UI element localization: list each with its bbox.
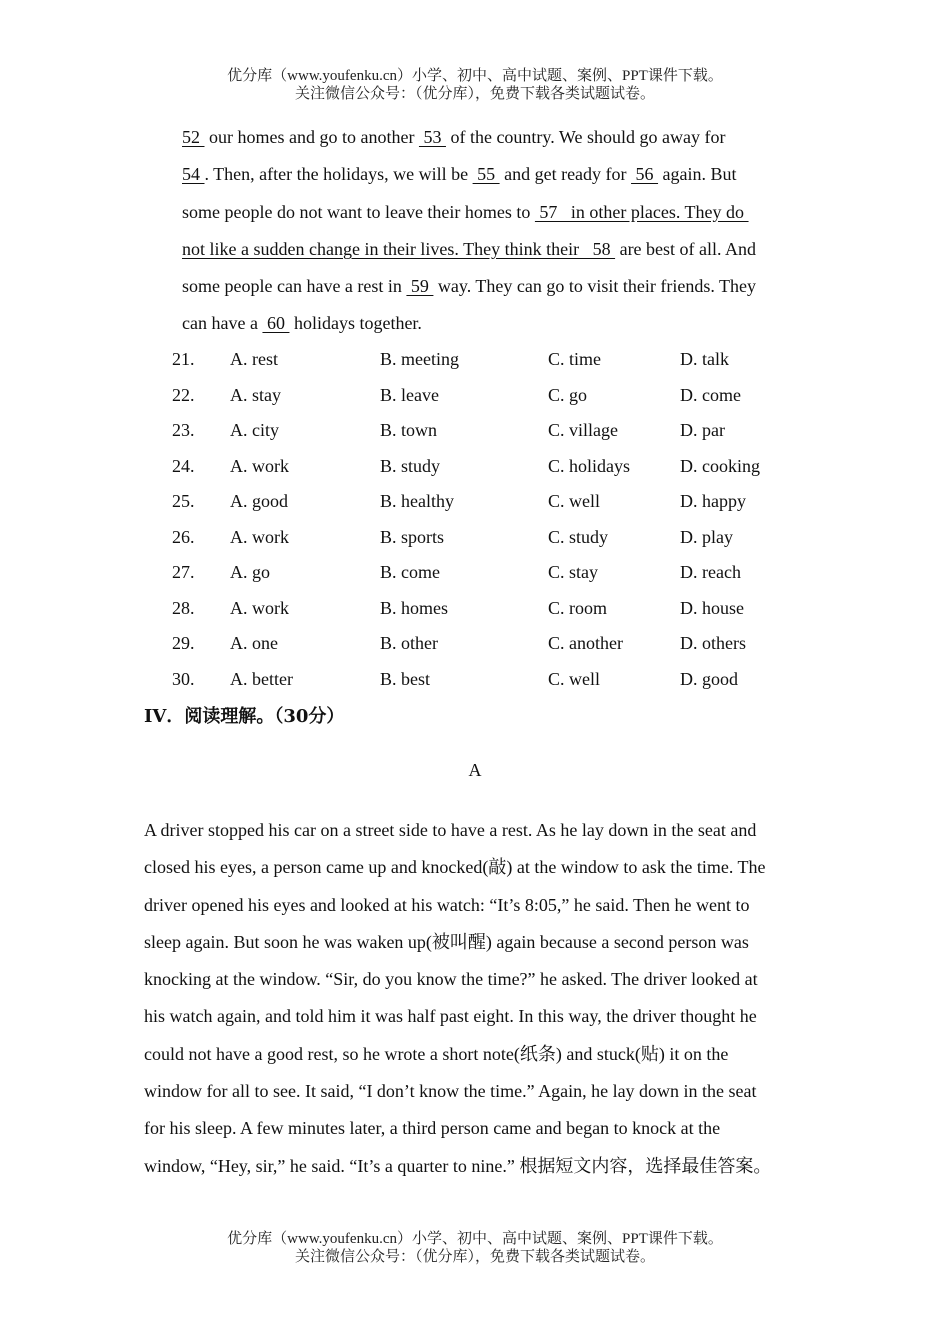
- reading-line: window for all to see. It said, “I don’t know the time.” Again, he lay down in the seat: [144, 1081, 757, 1102]
- question-number: 30.: [172, 668, 195, 689]
- footer-line-1: 优分库（www.youfenku.cn）小学、初中、高中试题、案例、PPT课件下载。: [227, 1231, 723, 1247]
- cloze-passage: [182, 123, 822, 347]
- option-c: C. another: [548, 633, 623, 653]
- question-row: [172, 489, 812, 513]
- option-c: C. room: [548, 597, 608, 618]
- question-row: [172, 418, 812, 442]
- question-number: 22.: [172, 384, 195, 405]
- passage-a-label: A: [468, 760, 482, 780]
- reading-line: could not have a good rest, so he wrote a short note(纸条) and stuck(贴) it on the: [144, 1043, 729, 1064]
- option-d: D. happy: [680, 491, 746, 511]
- option-d: D. play: [680, 526, 733, 547]
- question-row: [172, 454, 812, 478]
- option-d: D. good: [680, 668, 738, 689]
- reading-line: A driver stopped his car on a street side to have a rest. As he lay down in the seat and: [144, 820, 757, 840]
- reading-line: for his sleep. A few minutes later, a third person came and began to knock at the: [144, 1118, 721, 1139]
- option-c: C. go: [548, 384, 588, 405]
- option-b: B. come: [380, 562, 440, 582]
- option-a: A. stay: [230, 384, 281, 405]
- option-b: B. leave: [380, 384, 439, 405]
- text-segment: again. But: [658, 164, 737, 185]
- question-number: 27.: [172, 562, 195, 582]
- question-row: [172, 560, 812, 584]
- text-segment: holidays together.: [289, 313, 422, 334]
- page-header: [0, 67, 950, 103]
- text-segment: way. They can go to visit their friends. They: [433, 276, 757, 297]
- question-number: 26.: [172, 526, 195, 547]
- option-b: B. sports: [380, 526, 445, 547]
- section-title: IV．阅读理解。（30分）: [144, 706, 345, 727]
- option-d: D. come: [680, 384, 741, 405]
- text-segment: of the country. We should go away for: [445, 127, 726, 147]
- passage-line: [182, 160, 822, 197]
- text-segment: can have a: [182, 313, 263, 334]
- option-a: A. one: [230, 633, 278, 653]
- option-a: A. rest: [230, 349, 278, 369]
- footer-line-2: 关注微信公众号：（优分库），免费下载各类试题试卷。: [294, 1249, 655, 1265]
- question-number: 25.: [172, 491, 195, 511]
- option-a: A. city: [230, 420, 279, 440]
- blank-segment: 60: [262, 313, 290, 334]
- option-b: B. homes: [380, 597, 449, 618]
- passage-line: [182, 272, 822, 309]
- passage-line: [182, 309, 822, 346]
- text-segment: are best of all. And: [615, 238, 757, 259]
- option-a: A. good: [230, 491, 288, 511]
- blank-segment: 57 in other places. They do: [534, 201, 749, 222]
- option-d: D. talk: [680, 349, 729, 369]
- reading-line: closed his eyes, a person came up and knocked(敲) at the window to ask the time. The: [144, 857, 766, 878]
- passage-line: [182, 198, 822, 235]
- option-d: D. house: [680, 597, 744, 618]
- option-c: C. stay: [548, 562, 599, 582]
- option-c: C. well: [548, 491, 600, 511]
- option-b: B. meeting: [380, 349, 459, 369]
- question-row: [172, 383, 812, 407]
- option-c: C. holidays: [548, 455, 631, 476]
- reading-line: knocking at the window. “Sir, do you know the time?” he asked. The driver looked at: [144, 969, 758, 990]
- question-row: [172, 631, 812, 655]
- text-segment: some people do not want to leave their homes to: [182, 201, 535, 222]
- option-c: C. village: [548, 420, 618, 440]
- question-row: [172, 347, 812, 371]
- option-a: A. better: [230, 668, 293, 689]
- text-segment: . Then, after the holidays, we will be: [204, 164, 473, 185]
- question-number: 23.: [172, 420, 195, 440]
- option-d: D. par: [680, 420, 725, 440]
- question-number: 29.: [172, 633, 195, 653]
- option-d: D. reach: [680, 562, 741, 582]
- reading-line: driver opened his eyes and looked at his watch: “It’s 8:05,” he said. Then he went to: [144, 894, 750, 915]
- option-c: C. study: [548, 526, 609, 547]
- option-b: B. best: [380, 668, 431, 689]
- option-b: B. other: [380, 633, 438, 653]
- question-number: 21.: [172, 349, 195, 369]
- blank-segment: 52: [182, 127, 205, 147]
- option-a: A. work: [230, 455, 289, 476]
- passage-line: [182, 123, 822, 160]
- text-segment: our homes and go to another: [204, 127, 419, 147]
- reading-line: sleep again. But soon he was waken up(被叫醒) again because a second person was: [144, 931, 749, 952]
- option-a: A. work: [230, 526, 289, 547]
- text-segment: and get ready for: [499, 164, 632, 185]
- option-a: A. work: [230, 597, 289, 618]
- question-number: 28.: [172, 597, 195, 618]
- reading-line: his watch again, and told him it was half past eight. In this way, the driver thought he: [144, 1006, 757, 1027]
- passage-a-text: [144, 816, 824, 1189]
- option-d: D. cooking: [680, 455, 760, 476]
- blank-segment: 56: [631, 164, 659, 185]
- blank-segment: 54: [182, 164, 205, 185]
- question-row: [172, 596, 812, 620]
- text-segment: some people can have a rest in: [182, 276, 407, 297]
- blank-segment: 55: [472, 164, 500, 185]
- option-c: C. time: [548, 349, 601, 369]
- page-footer: [0, 1230, 950, 1266]
- question-row: [172, 525, 812, 549]
- header-line-1: 优分库（www.youfenku.cn）小学、初中、高中试题、案例、PPT课件下载。: [227, 68, 723, 84]
- question-number: 24.: [172, 455, 195, 476]
- option-b: B. healthy: [380, 491, 454, 511]
- question-row: [172, 667, 812, 691]
- option-b: B. town: [380, 420, 438, 440]
- reading-line: window, “Hey, sir,” he said. “It’s a quarter to nine.” 根据短文内容，选择最佳答案。: [144, 1155, 772, 1176]
- option-b: B. study: [380, 455, 441, 476]
- option-c: C. well: [548, 668, 600, 689]
- option-a: A. go: [230, 562, 270, 582]
- option-d: D. others: [680, 633, 746, 653]
- blank-segment: 59: [406, 276, 434, 297]
- blank-segment: 53: [418, 127, 446, 147]
- header-line-2: 关注微信公众号：（优分库），免费下载各类试题试卷。: [294, 86, 655, 102]
- blank-segment: not like a sudden change in their lives. They think their 58: [182, 238, 616, 259]
- passage-line: [182, 235, 822, 272]
